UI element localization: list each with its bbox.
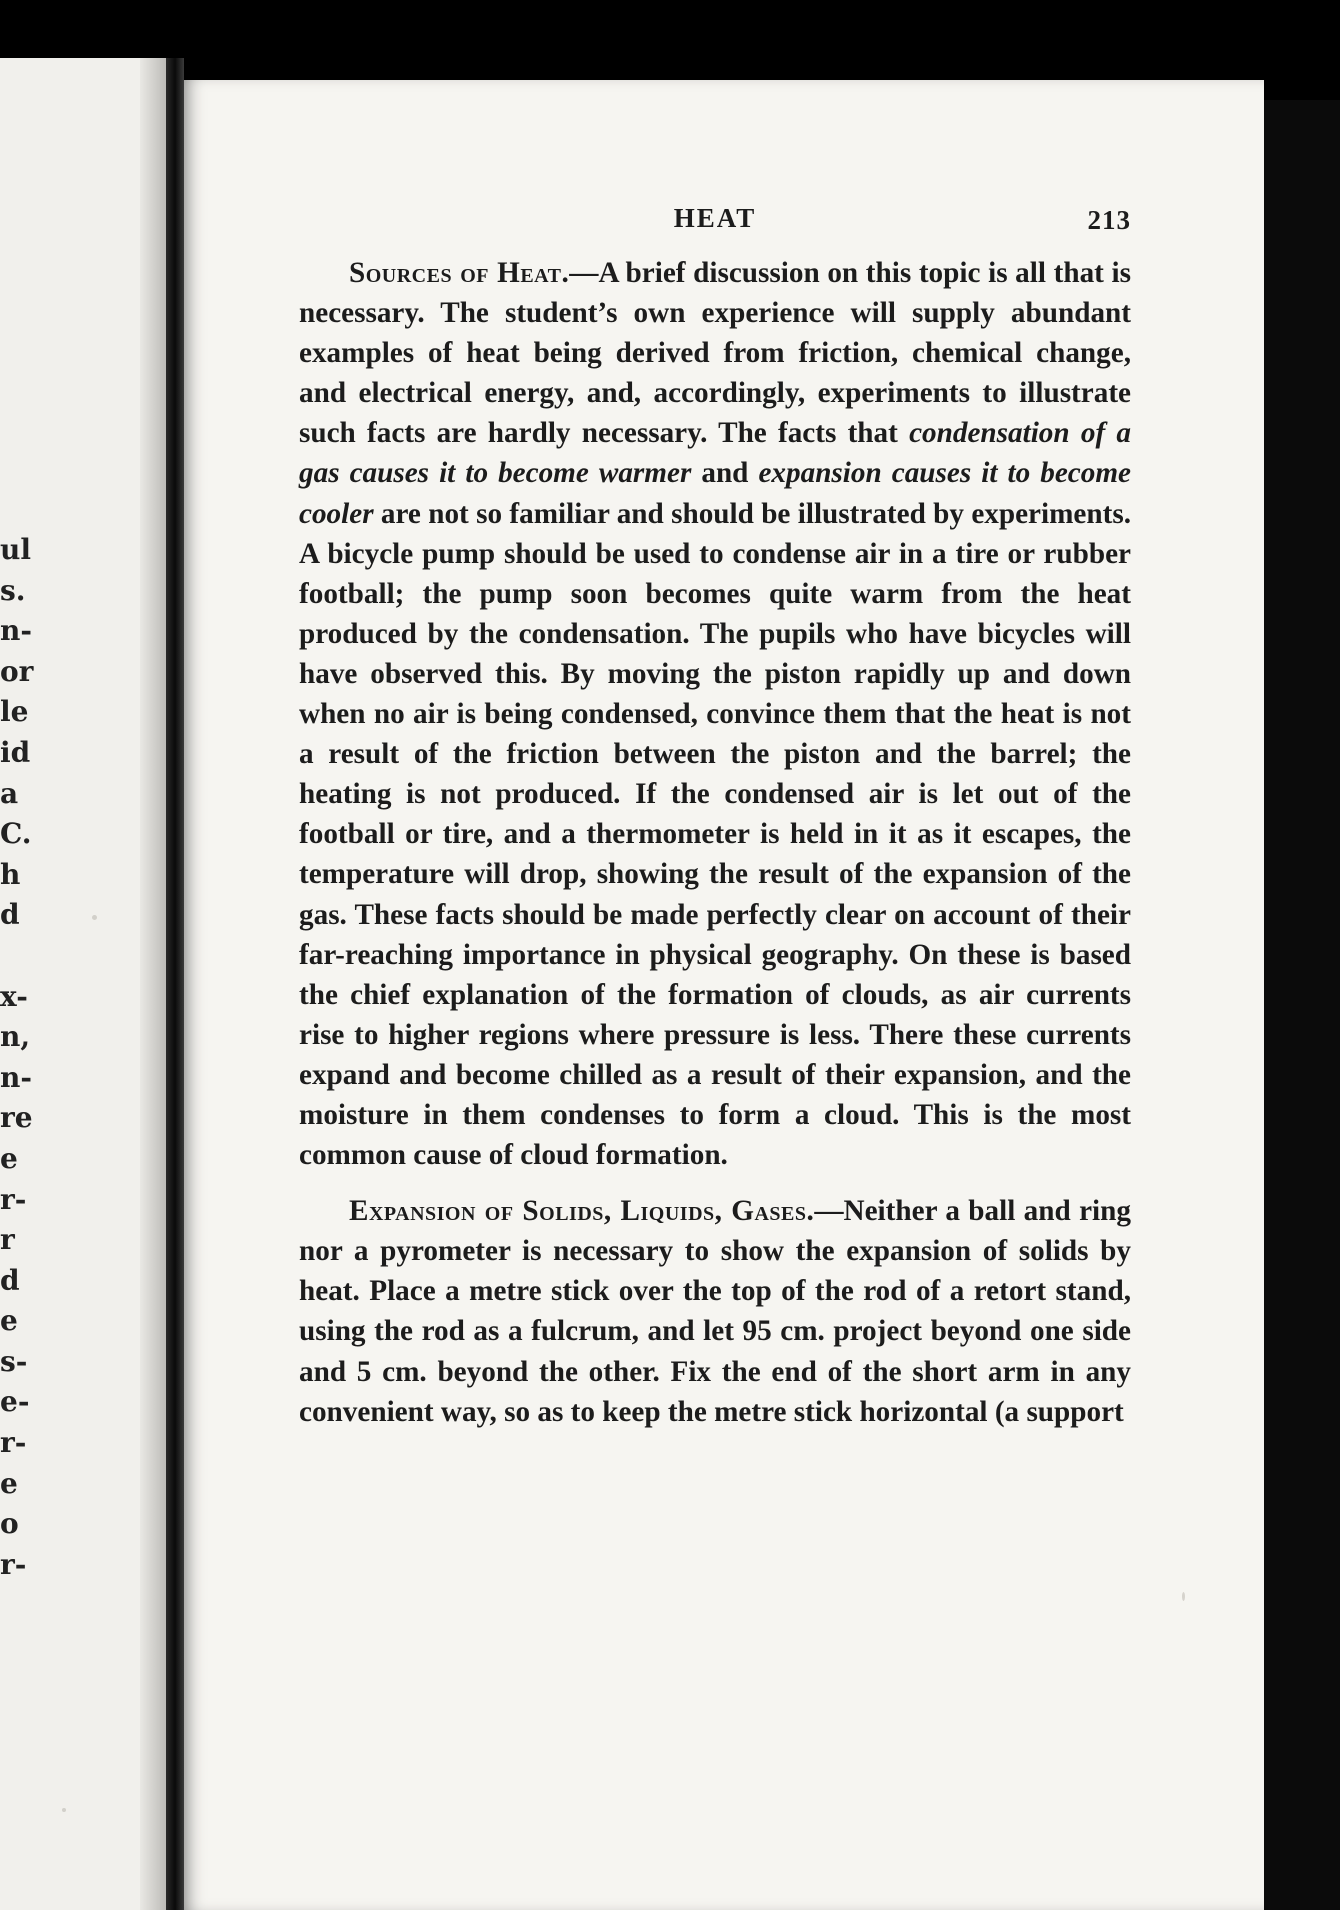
emphasized-text: condensation of a gas causes it to become warmer <box>299 417 1132 490</box>
section-heading: Sources of Heat. <box>349 257 570 289</box>
book-gutter <box>166 58 184 1910</box>
page-curl-shadow <box>140 58 166 1910</box>
paragraph-expansion <box>299 1191 1131 1432</box>
line-end-fragment: s. <box>0 573 26 607</box>
running-head <box>299 203 1131 253</box>
line-end-fragment: d <box>0 898 20 932</box>
line-end-fragment: id <box>0 735 31 769</box>
page-content <box>299 203 1131 1432</box>
page-number: 213 <box>1087 205 1131 235</box>
line-end-fragment: n- <box>0 1060 32 1094</box>
running-head-title: HEAT <box>673 203 757 233</box>
paragraph-sources-of-heat <box>299 253 1131 1175</box>
previous-page-line-ends <box>0 530 150 1585</box>
line-end-fragment: or <box>0 654 34 688</box>
line-end-fragment: ul <box>0 533 31 566</box>
paragraph-text: —Neither a ball and ring nor a pyrometer is necessary to show the expansion of solids by heat. Place a metre stick over the top of the rod of a retort stand, using the rod as a fulcrum, and let 95 cm. project beyond one side and 5 cm. beyond the other. Fix the end of the short arm in any convenient way, so as to keep the metre stick horizontal (a support <box>299 1195 1131 1428</box>
scan-border <box>1264 100 1340 1910</box>
line-end-fragment: s- <box>0 1344 28 1378</box>
emphasized-text: expansion causes it to become cooler <box>299 457 1131 530</box>
line-end-fragment: e- <box>0 1385 30 1419</box>
line-end-fragment: n, <box>0 1020 31 1054</box>
paper-speck <box>92 915 97 920</box>
line-end-fragment: r- <box>0 1182 27 1216</box>
line-end-fragment: x- <box>0 979 28 1013</box>
line-end-fragment: le <box>0 695 29 729</box>
line-end-fragment: d <box>0 1263 20 1297</box>
previous-page-edge <box>0 58 166 1910</box>
line-end-fragment: r- <box>0 1547 27 1581</box>
line-end-fragment: e <box>0 1304 18 1338</box>
section-heading: Expansion of Solids, Liquids, Gases. <box>349 1195 815 1228</box>
paragraph-text: are not so familiar and should be illustrated by experiments. A bicycle pump should be used to condense air in a tire or rubber football; the pump soon becomes quite warm from the heat produced by the condensation. The pupils who have bicycles will have observed this. By moving the piston rapidly up and down when no air is being condensed, convince them that the heat is not a result of the friction between the piston and the barrel; the heating is not produced. If the condensed air is let out of the football or tire, and a thermometer is held in it as it escapes, the temperature will drop, showing the result of the expansion of the gas. These facts should be made perfectly clear on account of their far-reaching importance in physical geography. On these is based the chief explanation of the formation of clouds, as air currents rise to higher regions where pressure is less. There these currents expand and become chilled as a result of their expansion, and the moisture in them condenses to form a cloud. This is the most common cause of cloud formation. <box>299 497 1131 1172</box>
line-end-fragment: re <box>0 1101 33 1135</box>
line-end-fragment: r <box>0 1223 15 1257</box>
line-end-fragment: a <box>0 776 19 810</box>
paragraph-text: —A brief discussion on this topic is all that is necessary. The student’s own experience will supply abundant examples of heat being derived from friction, chemical change, and electrical energy, and, accordingly, experiments to illustrate such facts are hardly necessary. The facts that <box>299 257 1131 450</box>
line-end-fragment: r- <box>0 1426 27 1460</box>
paper-speck <box>1182 1592 1185 1601</box>
line-end-fragment: n- <box>0 614 32 648</box>
paragraph-text: and <box>691 457 759 490</box>
paper-speck <box>62 1808 66 1812</box>
line-end-fragment <box>0 936 150 977</box>
line-end-fragment: C. <box>0 817 32 851</box>
line-end-fragment: e <box>0 1141 18 1175</box>
line-end-fragment: h <box>0 857 21 891</box>
line-end-fragment: o <box>0 1507 19 1541</box>
line-end-fragment: e <box>0 1466 18 1500</box>
